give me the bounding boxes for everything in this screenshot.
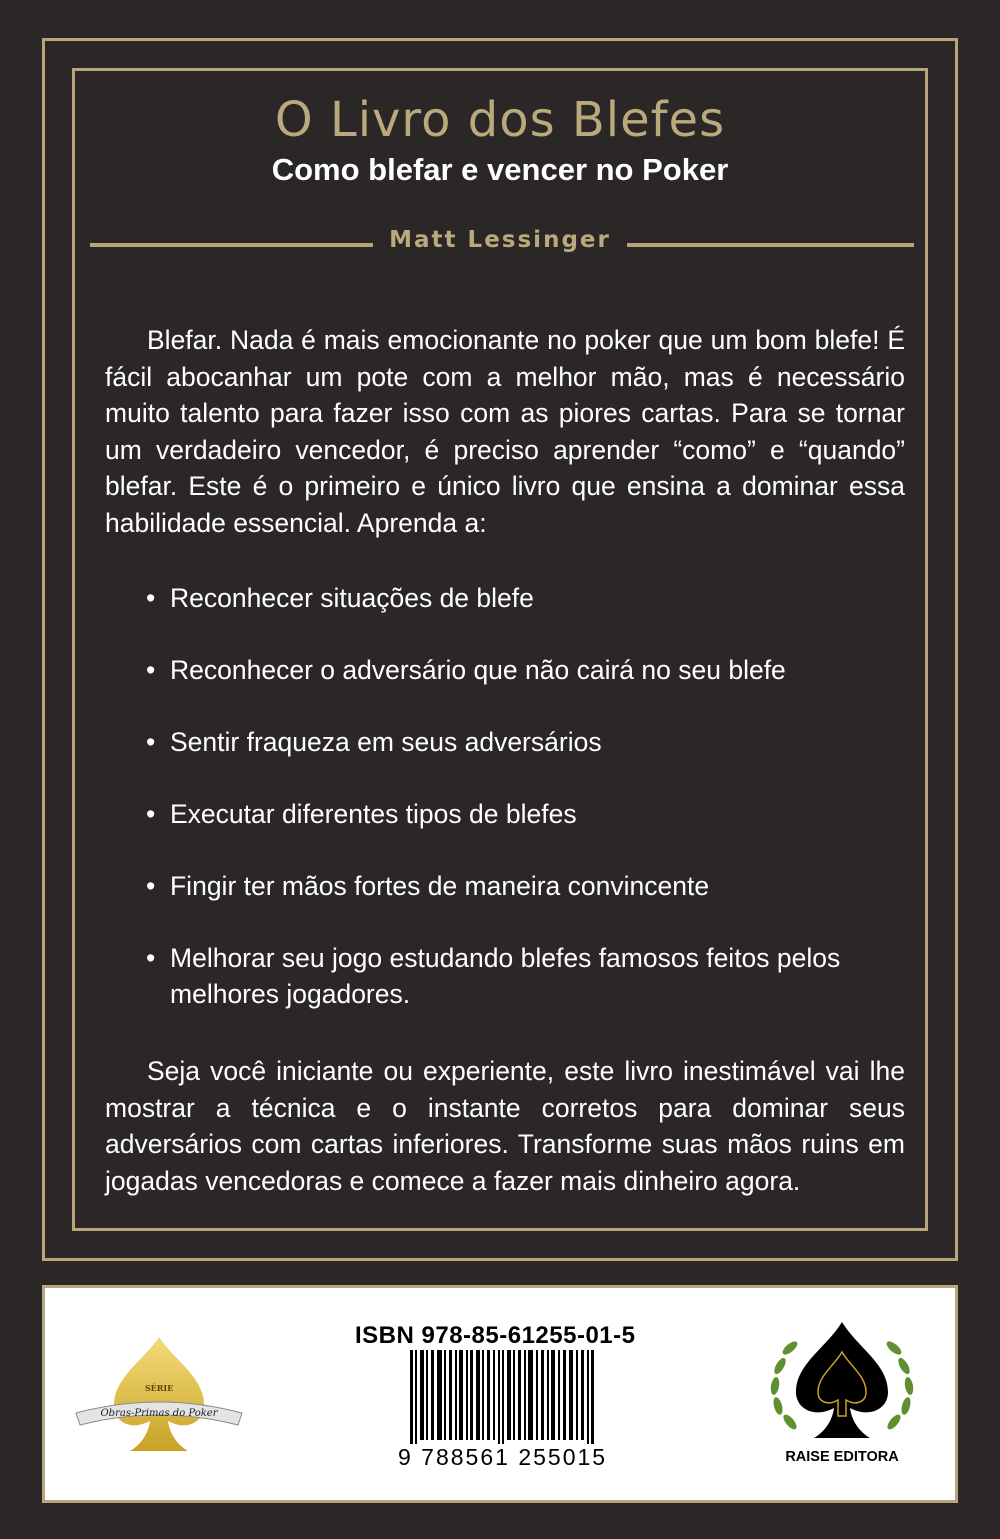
intro-paragraph: Blefar. Nada é mais emocionante no poker que um bom blefe! É fácil abocanhar um pote com a melhor mão, mas é necessário muito talento para fazer isso com as piores cartas. Para se tornar um verdadeiro vencedor, é preciso aprender “como” e “quando” blefar. Este é o primeiro e único livro que ensina a dominar essa habilidade essencial. Aprenda a:: [105, 325, 905, 538]
isbn-text: ISBN 978-85-61255-01-5: [355, 1322, 636, 1349]
author-rule-right: [627, 243, 914, 247]
list-item: • Melhorar seu jogo estudando blefes famosos feitos pelos melhores jogadores.: [146, 943, 841, 1009]
serie-name: Obras-Primas do Poker: [100, 1408, 218, 1419]
list-item: • Reconhecer situações de blefe: [146, 583, 534, 613]
closing-paragraph: Seja você iniciante ou experiente, este livro inestimável vai lhe mostrar a técnica e o instante corretos para dominar seus adversários com cartas inferiores. Transforme suas mãos ruins em jogadas vencedoras e comece a fazer mais dinheiro agora.: [105, 1056, 905, 1196]
list-item: • Executar diferentes tipos de blefes: [146, 799, 577, 829]
skills-list: [146, 580, 886, 1048]
author-name: Matt Lessinger: [389, 227, 611, 253]
gold-spade-icon: [74, 1335, 244, 1455]
serie-label: SÉRIE: [144, 1383, 174, 1393]
list-item: • Reconhecer o adversário que não cairá no seu blefe: [146, 655, 786, 685]
list-item: • Fingir ter mãos fortes de maneira convincente: [146, 871, 710, 901]
barcode-digits: 9 788561 255015: [398, 1444, 608, 1470]
barcode-icon: [410, 1350, 605, 1450]
laurel-spade-icon: [762, 1318, 922, 1448]
publisher-name: RAISE EDITORA: [785, 1449, 899, 1465]
book-title: O Livro dos Blefes: [274, 92, 726, 148]
book-subtitle: Como blefar e vencer no Poker: [271, 152, 729, 187]
list-item: • Sentir fraqueza em seus adversários: [146, 727, 602, 757]
